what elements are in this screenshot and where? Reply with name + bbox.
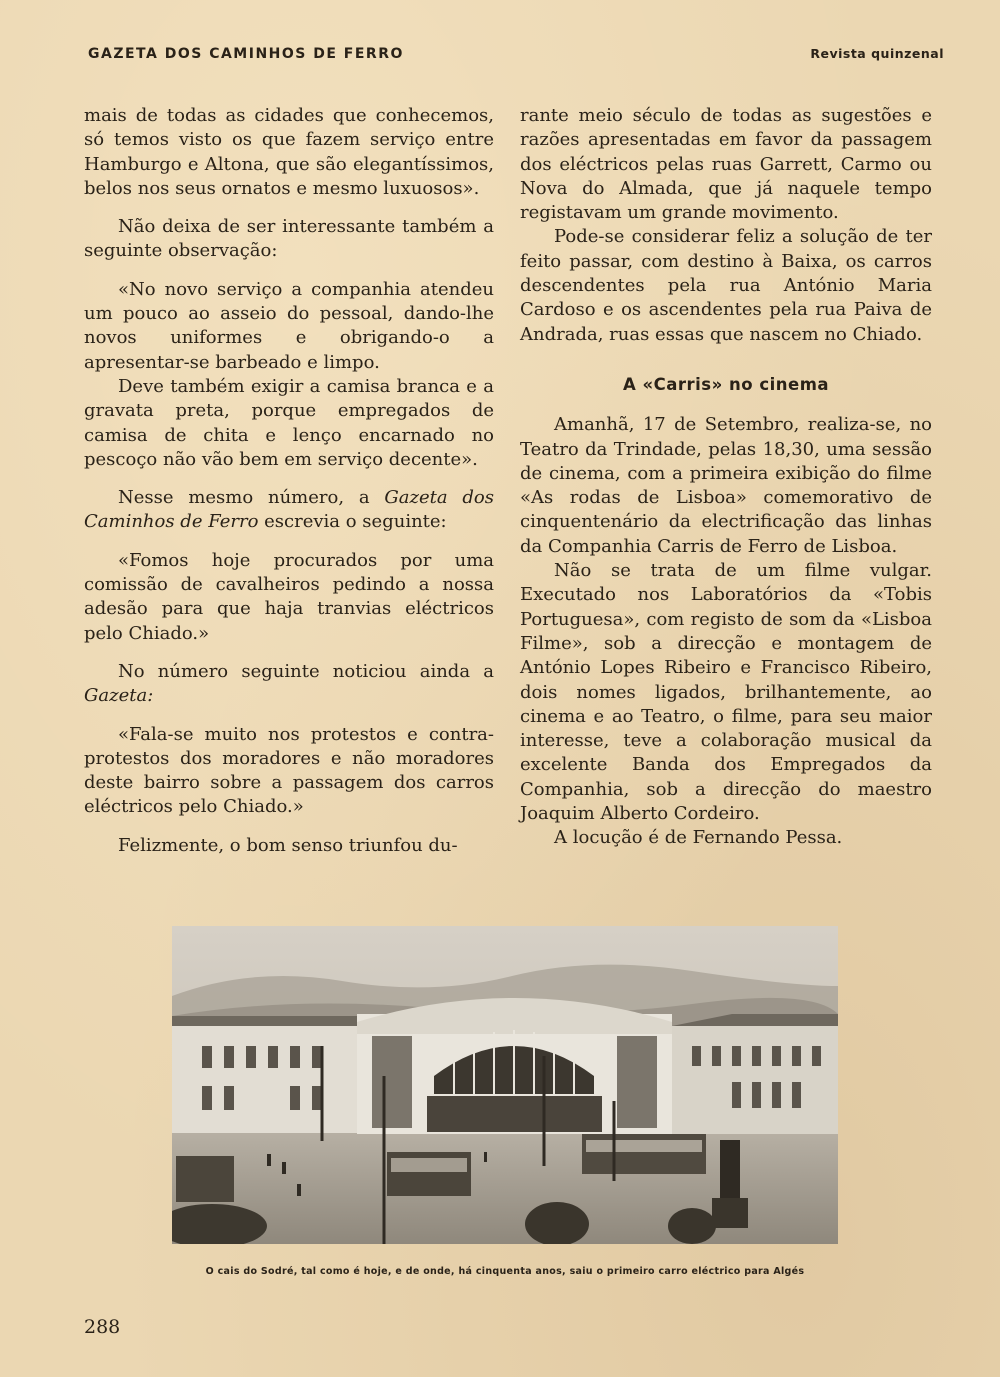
paragraph: Felizmente, o bom senso triunfou du-	[118, 834, 458, 856]
text-run: Nesse mesmo número, a	[118, 487, 385, 509]
right-column	[520, 104, 932, 851]
paragraph: A locução é de Fernando Pessa.	[554, 827, 843, 849]
text-run: escrevia o seguinte:	[258, 511, 447, 533]
paragraph	[84, 660, 494, 709]
quote-paragraph: «Fomos hoje procurados por uma comissão de cavalheiros pedindo a nossa adesão para que haja tranvias eléctricos pelo Chiado.»	[84, 549, 494, 644]
running-header-title: GAZETA DOS CAMINHOS DE FERRO	[88, 46, 404, 62]
paragraph: Não se trata de um filme vulgar. Executado nos Laboratórios da «Tobis Portuguesa», com registo de som da «Lisboa Filme», sob a direcção e montagem de António Lopes Ribeiro e Francisco Ribeiro, dois nomes ligados, brilhantemente, ao cinema e ao Teatro, o filme, para seu maior interesse, teve a colaboração musical da excelente Banda dos Empregados da Companhia, sob a direcção do maestro Joaquim Alberto Cordeiro.	[520, 560, 932, 825]
quote-paragraph: «Fala-se muito nos protestos e contra-protestos dos moradores e não moradores deste bairro sobre a passagem dos carros eléctricos pelo Chiado.»	[84, 723, 494, 818]
paragraph	[84, 486, 494, 535]
station-photograph	[172, 926, 838, 1244]
text-run: No número seguinte noticiou ainda a	[118, 660, 494, 682]
quote-paragraph: Deve também exigir a camisa branca e a gravata preta, porque empregados de camisa de chita e lenço encarnado no pescoço não vão bem em serviço decente».	[84, 375, 494, 470]
paragraph: Não deixa de ser interessante também a seguinte observação:	[84, 216, 494, 262]
paragraph: rante meio século de todas as sugestões e razões apresentadas em favor da passagem dos eléctricos pelas ruas Garrett, Carmo ou Nova do Almada, que já naquele tempo registavam um grande movimento.	[520, 105, 932, 224]
quote-paragraph: «No novo serviço a companhia atendeu um pouco ao asseio do pessoal, dando-lhe novos uniformes e obrigando-o a apresentar-se barbeado e limpo.	[84, 278, 494, 373]
paragraph: Pode-se considerar feliz a solução de ter feito passar, com destino à Baixa, os carros descendentes pela rua António Maria Cardoso e os ascendentes pela rua Paiva de Andrada, ruas essas que nascem no Chiado.	[520, 226, 932, 345]
page-number: 288	[84, 1316, 121, 1338]
photo-caption: O cais do Sodré, tal como é hoje, e de onde, há cinquenta anos, saiu o primeiro carro eléctrico para Algés	[205, 1266, 805, 1277]
photo-illustration	[172, 926, 838, 1244]
left-column	[84, 104, 494, 858]
paragraph: mais de todas as cidades que conhecemos, só temos visto os que fazem serviço entre Hamburgo e Altona, que são elegantíssimos, belos nos seus ornatos e mesmo luxuosos».	[84, 105, 494, 199]
italic-publication-name: Gazeta dos Caminhos de Ferro	[84, 487, 494, 533]
section-heading: A «Carris» no cinema	[622, 374, 830, 394]
paragraph: Amanhã, 17 de Setembro, realiza-se, no Teatro da Trindade, pelas 18,30, uma sessão de cinema, com a primeira exibição do filme «As rodas de Lisboa» comemorativo de cinquentenário da electrificação das linhas da Companhia Carris de Ferro de Lisboa.	[520, 414, 932, 557]
italic-publication-name: Gazeta:	[84, 685, 154, 707]
running-header-subtitle: Revista quinzenal	[810, 46, 944, 61]
